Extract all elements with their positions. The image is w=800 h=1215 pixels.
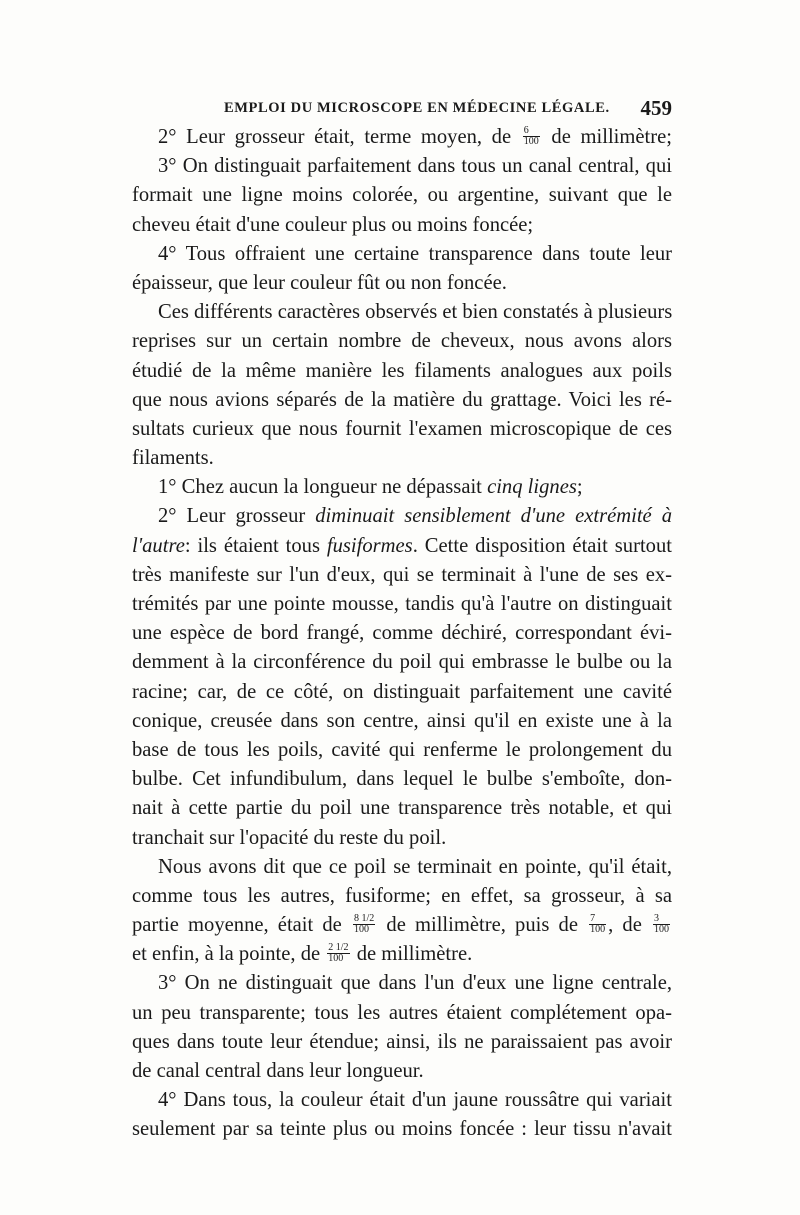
text-line: 2° Leur grosseur était, terme moyen, de $\frac{6}{100}$ de millimètre; bbox=[158, 124, 672, 148]
italic-text: diminuait sensiblement d'une extrémité à bbox=[315, 505, 672, 528]
text-line: de canal central dans leur longueur. bbox=[132, 1060, 424, 1082]
text-line: 1° Chez aucun la longueur ne dépassait cinq lignes; bbox=[158, 476, 583, 499]
text-line: très manifeste sur l'un d'eux, qui se terminait à l'une de ses ex- bbox=[132, 563, 672, 586]
text-line: reprises sur un certain nombre de cheveux, nous avons alors bbox=[132, 330, 672, 353]
text-line: 4° Dans tous, la couleur était d'un jaune roussâtre qui variait bbox=[158, 1089, 672, 1112]
text-line: 3° On distinguait parfaitement dans tous un canal central, qui bbox=[158, 155, 672, 178]
text-line: que nous avions séparés de la matière du grattage. Voici les ré- bbox=[132, 388, 672, 411]
text-line: 4° Tous offraient une certaine transparence dans toute leur bbox=[158, 242, 672, 265]
fraction: $\frac{2 1/2}{100}$ bbox=[328, 942, 349, 965]
text-line: 2° Leur grosseur diminuait sensiblement d'une extrémité à bbox=[158, 505, 672, 528]
body-text bbox=[132, 123, 672, 1145]
text-line: filaments. bbox=[132, 447, 214, 470]
text-line: sultats curieux que nous fournit l'examen microscopique de ces bbox=[132, 417, 672, 440]
text-line: formait une ligne moins colorée, ou argentine, suivant que le bbox=[132, 184, 672, 207]
text-line: ques dans toute leur étendue; ainsi, ils ne paraissaient pas avoir bbox=[132, 1030, 672, 1053]
text-line: Nous avons dit que ce poil se terminait en pointe, qu'il était, bbox=[158, 855, 672, 878]
text-line: bulbe. Cet infundibulum, dans lequel le bulbe s'emboîte, don- bbox=[132, 768, 672, 791]
italic-text: fusiformes bbox=[326, 534, 413, 557]
italic-text: l'autre bbox=[132, 534, 185, 557]
text-line: racine; car, de ce côté, on distinguait parfaitement une cavité bbox=[132, 680, 672, 703]
text-line: une espèce de bord frangé, comme déchiré, correspondant évi- bbox=[132, 622, 672, 645]
text-line: Ces différents caractères observés et bien constatés à plusieurs bbox=[158, 301, 673, 324]
text-line: seulement par sa teinte plus ou moins foncée : leur tissu n'avait bbox=[132, 1118, 672, 1141]
page-header bbox=[132, 96, 672, 122]
text-line: trémités par une pointe mousse, tandis qu'à l'autre on distinguait bbox=[132, 593, 672, 615]
text-line: épaisseur, que leur couleur fût ou non foncée. bbox=[132, 271, 507, 294]
running-head: EMPLOI DU MICROSCOPE EN MÉDECINE LÉGALE. bbox=[224, 100, 610, 116]
page-number: 459 bbox=[640, 96, 672, 120]
text-line: l'autre: ils étaient tous fusiformes. Cette disposition était surtout bbox=[132, 534, 672, 557]
italic-text: cinq lignes bbox=[487, 476, 577, 499]
text-line: partie moyenne, était de $\frac{8 1/2}{100}$ de millimètre, puis de $\frac{7}{100}$ , de $\frac{3}{100}$ bbox=[132, 912, 669, 937]
text-line: comme tous les autres, fusiforme; en effet, sa grosseur, à sa bbox=[132, 884, 672, 907]
text-line: cheveu était d'une couleur plus ou moins foncée; bbox=[132, 213, 534, 236]
text-line: base de tous les poils, cavité qui renferme le prolongement du bbox=[132, 738, 672, 761]
fraction: $\frac{6}{100}$ bbox=[523, 124, 539, 147]
text-line: tranchait sur l'opacité du reste du poil. bbox=[132, 826, 447, 849]
fraction: $\frac{8 1/2}{100}$ bbox=[353, 912, 375, 935]
text-line: conique, creusée dans son centre, ainsi qu'il en existe une à la bbox=[132, 709, 672, 732]
text-line: un peu transparente; tous les autres étaient complétement opa- bbox=[132, 1001, 672, 1024]
fraction: $\frac{3}{100}$ bbox=[653, 912, 669, 935]
text-line: demment à la circonférence du poil qui embrasse le bulbe ou la bbox=[132, 651, 672, 674]
text-line: nait à cette partie du poil une transparence très notable, et qui bbox=[132, 797, 672, 820]
text-line: 3° On ne distinguait que dans l'un d'eux une ligne centrale, bbox=[158, 972, 672, 995]
text-line: étudié de la même manière les filaments analogues aux poils bbox=[132, 359, 672, 382]
text-line: et enfin, à la pointe, de $\frac{2 1/2}{100}$ de millimètre. bbox=[132, 942, 473, 966]
fraction: $\frac{7}{100}$ bbox=[590, 912, 606, 935]
